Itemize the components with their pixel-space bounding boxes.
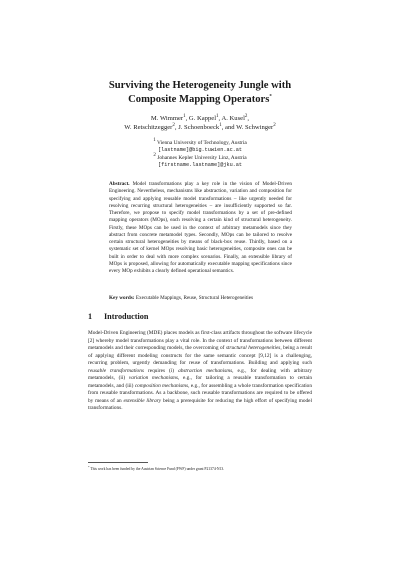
abstract-text: Model transformations play a key role in the vision of Model-Driven Engineering. Nevertheless, mechanisms like abstraction, variation and composition for specifying and applying reusable model transformations – like urgently needed for resolving recurring structural heterogeneities – are insufficiently supported so far. Therefore, we propose to specify model transformations by a set of pre-defined mapping operators (MOps), each resolving a certain kind of structural heterogeneity. Firstly, these MOps can be used in the context of arbitrary metamodels since they abstract from concrete metamodel types. Secondly, MOps can be tailored to resolve certain structural heterogeneities by means of black-box reuse. Thirdly, based on a systematic set of kernel MOps resolving basic heterogeneities, composite ones can be built in order to deal with more complex scenarios. Finally, an extensible library of MOps is proposed, allowing for automatically executable mapping specifications since every MOp exhibits a clearly defined operational semantics.	[109, 181, 292, 274]
footnote	[88, 465, 312, 472]
title-line-2: Composite Mapping Operators	[128, 94, 270, 105]
author: J. Schoenboeck	[178, 124, 220, 131]
intro-text: , being a result of applying different modeling constructs for the same semantic concept [9,12] is a challenging, recurring problem, urgently demanding for reuse of transformations. Building and applying such	[88, 345, 313, 367]
paper-title	[60, 79, 340, 107]
introduction-paragraph	[88, 330, 312, 413]
intro-emphasis: reusable transformations	[88, 367, 144, 374]
keywords-label: Key words:	[109, 295, 135, 301]
section-number: 1	[88, 312, 93, 321]
intro-text: Model-Driven Engineering (MDE) places models as first-class artifacts throughout the software lifecycle [2] whereby model transformations play a vital role. In the context of transformations between different metamodels and their corresponding models, the overcoming of	[88, 330, 312, 352]
keywords-text: Executable Mappings, Reuse, Structural Heterogeneities	[135, 295, 254, 301]
footnote-text: This work has been funded by the Austrian Science Fund (FWF) under grant P21374-N13.	[90, 467, 225, 472]
affiliation-institution: Vienna University of Technology, Austria	[157, 140, 247, 146]
title-footnote-mark: *	[269, 94, 272, 100]
section-title: Introduction	[104, 312, 149, 321]
affiliation-1	[80, 140, 320, 147]
section-heading	[88, 312, 148, 322]
author: M. Wimmer	[150, 115, 184, 122]
footnote-mark: *	[88, 465, 90, 469]
author: A. Kusel	[221, 115, 245, 122]
title-line-1: Surviving the Heterogeneity Jungle with	[108, 80, 292, 91]
intro-text: being a prerequisite for reducing the high effort of specifying model transformations.	[88, 397, 313, 412]
abstract-label: Abstract.	[109, 181, 130, 187]
abstract	[109, 181, 292, 275]
intro-emphasis: structural heterogeneities	[225, 345, 281, 352]
author: G. Kappel	[188, 115, 217, 122]
affiliation-mark: 1	[153, 138, 156, 144]
intro-emphasis: variation mechanisms	[128, 375, 178, 382]
intro-text: , e.g., for tailoring a reusable transformation to certain metamodels, and (iii)	[88, 375, 312, 389]
author-list: M. Wimmer$^1$, G. Kappel$^1$, A. Kusel$^2$, W. Retschitzegger$^2$, J. Schoenboeck$^1$, and W. Schwinger$^2$	[124, 113, 276, 131]
introduction-body	[88, 330, 312, 413]
intro-emphasis: extensible library	[123, 397, 162, 404]
intro-emphasis: composition mechanisms	[134, 382, 189, 389]
author-affil-mark: 1	[219, 122, 222, 128]
author-affil-mark: 2	[244, 113, 248, 119]
author-affil-mark: 1	[183, 113, 186, 119]
author-affil-mark: 2	[273, 122, 276, 128]
author-affil-mark: 2	[172, 122, 175, 128]
intro-text: requires (i)	[143, 367, 179, 374]
author-affil-mark: 1	[216, 113, 219, 119]
affiliation-2	[80, 155, 320, 162]
affiliation-email: [firstname.lastname]@jku.at	[157, 162, 243, 169]
footnote-divider	[88, 462, 148, 463]
author: W. Retschitzegger	[124, 124, 173, 131]
intro-text: , e.g., for assembling a whole transformation specification from reusable transformations. As a backbone, such reusable transformations are required to be offered by means of an	[88, 382, 312, 404]
affiliation-institution: Johannes Kepler University Linz, Austria	[157, 154, 247, 161]
intro-text: , e.g., for dealing with arbitrary metamodels, (ii)	[88, 367, 312, 382]
affiliations	[80, 140, 320, 170]
intro-emphasis: abstraction mechanisms	[178, 367, 233, 374]
affiliation-mark: 2	[153, 153, 156, 159]
affiliation-email: [lastname]@big.tuwien.ac.at	[157, 147, 243, 154]
keywords	[109, 295, 292, 302]
author: W. Schwinger	[236, 124, 274, 131]
